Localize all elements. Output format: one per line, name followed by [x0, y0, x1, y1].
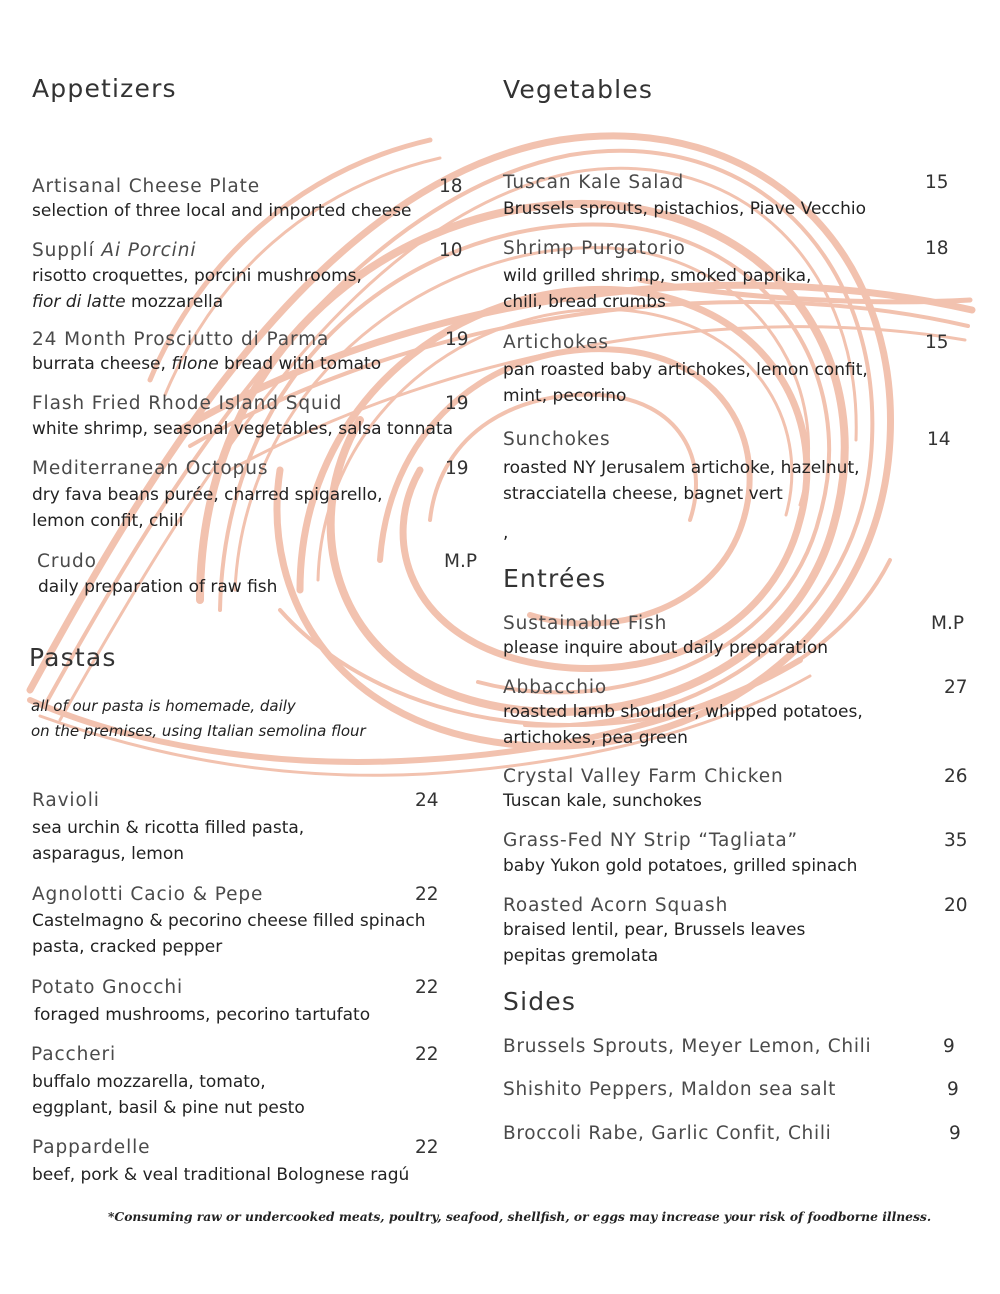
dish-name-prosciutto: 24 Month Prosciutto di Parma — [32, 329, 330, 350]
dish-name-kale-salad: Tuscan Kale Salad — [503, 172, 685, 193]
dish-desc-paccheri: buffalo mozzarella, tomato, eggplant, basil & pine nut pesto — [32, 1072, 305, 1118]
dish-price-pappardelle: 22 — [415, 1137, 439, 1158]
dish-name-pappardelle: Pappardelle — [32, 1137, 151, 1158]
dish-desc-prosciutto: burrata cheese, filone bread with tomato — [32, 354, 382, 374]
dish-name-ravioli: Ravioli — [32, 790, 100, 811]
dish-price-squid: 19 — [445, 393, 469, 414]
dish-desc-sustainable-fish: please inquire about daily preparation — [503, 638, 828, 658]
dish-name-shrimp-purgatorio: Shrimp Purgatorio — [503, 238, 686, 259]
dish-price-agnolotti: 22 — [415, 884, 439, 905]
dish-name-cheese-plate: Artisanal Cheese Plate — [32, 176, 261, 197]
dish-desc-agnolotti: Castelmagno & pecorino cheese filled spinach pasta, cracked pepper — [32, 911, 426, 957]
dish-desc-artichokes: pan roasted baby artichokes, lemon confit, mint, pecorino — [503, 360, 868, 406]
dish-price-abbacchio: 27 — [944, 677, 968, 698]
side-price-broccoli-rabe: 9 — [949, 1123, 961, 1144]
dish-name-acorn-squash: Roasted Acorn Squash — [503, 895, 729, 916]
dish-price-crudo: M.P — [444, 551, 477, 572]
dish-desc-acorn-squash: braised lentil, pear, Brussels leaves pepitas gremolata — [503, 920, 806, 966]
dish-desc-pappardelle: beef, pork & veal traditional Bolognese ragú — [32, 1165, 410, 1185]
side-price-brussels: 9 — [943, 1036, 955, 1057]
dish-name-agnolotti: Agnolotti Cacio & Pepe — [32, 884, 264, 905]
dish-price-suppli: 10 — [439, 240, 463, 261]
side-name-shishito: Shishito Peppers, Maldon sea salt — [503, 1079, 837, 1100]
dish-name-sunchokes: Sunchokes — [503, 429, 611, 450]
dish-desc-suppli: risotto croquettes, porcini mushrooms, fior di latte mozzarella — [32, 266, 362, 312]
pastas-heading: Pastas — [29, 643, 117, 672]
dish-price-paccheri: 22 — [415, 1044, 439, 1065]
dish-name-squid: Flash Fried Rhode Island Squid — [32, 393, 343, 414]
dish-name-octopus: Mediterranean Octopus — [32, 458, 269, 479]
side-price-shishito: 9 — [947, 1079, 959, 1100]
dish-desc-shrimp-purgatorio: wild grilled shrimp, smoked paprika, chili, bread crumbs — [503, 266, 812, 312]
dish-desc-sunchokes: roasted NY Jerusalem artichoke, hazelnut, stracciatella cheese, bagnet vert — [503, 458, 860, 504]
dish-name-paccheri: Paccheri — [31, 1044, 117, 1065]
dish-desc-kale-salad: Brussels sprouts, pistachios, Piave Vecchio — [503, 199, 867, 219]
dish-desc-ny-strip: baby Yukon gold potatoes, grilled spinach — [503, 856, 858, 876]
dish-name-crudo: Crudo — [37, 551, 97, 572]
dish-name-artichokes: Artichokes — [503, 332, 609, 353]
dish-price-ny-strip: 35 — [944, 830, 968, 851]
dish-price-gnocchi: 22 — [415, 977, 439, 998]
dish-name-abbacchio: Abbacchio — [503, 677, 608, 698]
dish-desc-chicken: Tuscan kale, sunchokes — [503, 791, 702, 811]
dish-name-gnocchi: Potato Gnocchi — [31, 977, 184, 998]
side-name-brussels: Brussels Sprouts, Meyer Lemon, Chili — [503, 1036, 872, 1057]
dish-price-artichokes: 15 — [925, 332, 949, 353]
stray-comma: , — [503, 523, 509, 543]
dish-price-ravioli: 24 — [415, 790, 439, 811]
dish-desc-gnocchi: foraged mushrooms, pecorino tartufato — [34, 1005, 371, 1025]
dish-price-chicken: 26 — [944, 766, 968, 787]
pastas-note: all of our pasta is homemade, daily on the premises, using Italian semolina flour — [31, 697, 366, 740]
vegetables-heading: Vegetables — [503, 75, 654, 104]
dish-price-cheese-plate: 18 — [439, 176, 463, 197]
dish-price-sustainable-fish: M.P — [931, 613, 964, 634]
dish-name-chicken: Crystal Valley Farm Chicken — [503, 766, 784, 787]
dish-desc-ravioli: sea urchin & ricotta filled pasta, asparagus, lemon — [32, 818, 305, 864]
dish-desc-cheese-plate: selection of three local and imported cheese — [32, 201, 412, 221]
dish-desc-crudo: daily preparation of raw fish — [38, 577, 278, 597]
dish-desc-squid: white shrimp, seasonal vegetables, salsa tonnata — [32, 419, 454, 439]
appetizers-heading: Appetizers — [32, 74, 177, 103]
dish-price-acorn-squash: 20 — [944, 895, 968, 916]
dish-price-kale-salad: 15 — [925, 172, 949, 193]
dish-price-prosciutto: 19 — [445, 329, 469, 350]
dish-desc-octopus: dry fava beans purée, charred spigarello, lemon confit, chili — [32, 485, 383, 531]
dish-desc-abbacchio: roasted lamb shoulder, whipped potatoes, artichokes, pea green — [503, 702, 863, 748]
dish-name-sustainable-fish: Sustainable Fish — [503, 613, 668, 634]
dish-price-shrimp-purgatorio: 18 — [925, 238, 949, 259]
side-name-broccoli-rabe: Broccoli Rabe, Garlic Confit, Chili — [503, 1123, 832, 1144]
dish-name-suppli: Supplí Ai Porcini — [32, 240, 197, 261]
foodborne-illness-disclaimer: *Consuming raw or undercooked meats, poultry, seafood, shellfish, or eggs may increase your risk of foodborne illness. — [108, 1209, 932, 1224]
sides-heading: Sides — [503, 987, 577, 1016]
dish-price-octopus: 19 — [445, 458, 469, 479]
entrees-heading: Entrées — [503, 564, 607, 593]
dish-name-ny-strip: Grass-Fed NY Strip “Tagliata” — [503, 830, 799, 851]
dish-price-sunchokes: 14 — [927, 429, 951, 450]
